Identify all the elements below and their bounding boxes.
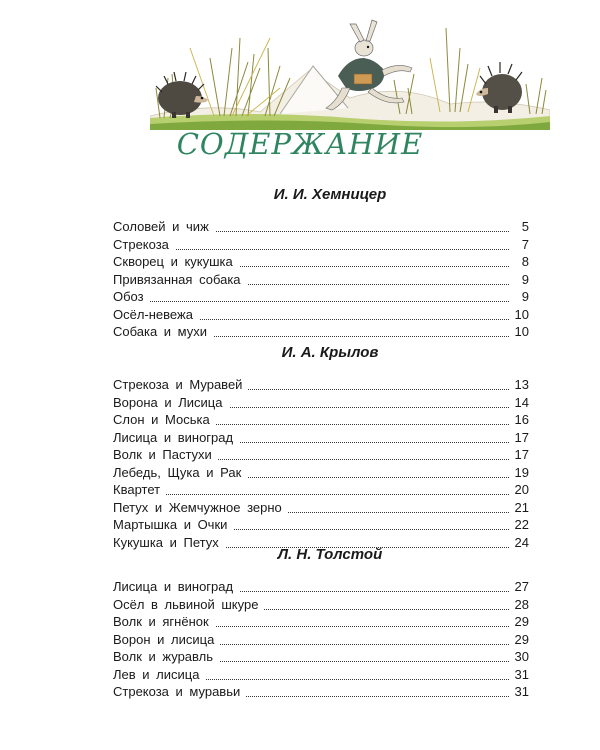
toc-entry[interactable] [0, 446, 600, 464]
toc-entry-title: Лебедь, Щука и Рак [113, 464, 247, 482]
toc-entry-page: 30 [510, 648, 529, 666]
toc-entry[interactable] [0, 323, 600, 341]
toc-entry[interactable] [0, 481, 600, 499]
toc-entry-page: 29 [510, 613, 529, 631]
toc-entry-title: Волк и ягнёнок [113, 613, 215, 631]
toc-section-krylov [0, 343, 600, 551]
toc-entry-page: 9 [510, 288, 529, 306]
toc-entry[interactable] [0, 631, 600, 649]
toc-entry-page: 10 [510, 306, 529, 324]
toc-entry-page: 10 [510, 323, 529, 341]
toc-entry-page: 21 [510, 499, 529, 517]
toc-entry[interactable] [0, 648, 600, 666]
toc-entry-title: Собака и мухи [113, 323, 213, 341]
toc-entry-title: Волк и журавль [113, 648, 219, 666]
toc-entry[interactable] [0, 394, 600, 412]
toc-entry[interactable] [0, 578, 600, 596]
toc-entry[interactable] [0, 464, 600, 482]
toc-entry[interactable] [0, 516, 600, 534]
toc-entry-page: 31 [510, 683, 529, 701]
section-author: И. И. Хемницер [273, 186, 387, 203]
toc-entry[interactable] [0, 666, 600, 684]
dot-leader [113, 481, 513, 495]
toc-entry-page: 7 [510, 236, 529, 254]
toc-entry-title: Кукушка и Петух [113, 534, 225, 552]
toc-entry-title: Ворона и Лисица [113, 394, 229, 412]
toc-entry-title: Слон и Моська [113, 411, 216, 429]
toc-entry-page: 31 [510, 666, 529, 684]
dot-leader [113, 288, 513, 302]
toc-entry-title: Квартет [113, 481, 166, 499]
toc-entry-title: Обоз [113, 288, 150, 306]
toc-entry-page: 17 [510, 446, 529, 464]
toc-list [0, 218, 600, 341]
toc-entry-page: 24 [510, 534, 529, 552]
section-author: Л. Н. Толстой [277, 546, 383, 563]
toc-entry-title: Петух и Жемчужное зерно [113, 499, 288, 517]
toc-entry[interactable] [0, 613, 600, 631]
toc-entry-page: 19 [510, 464, 529, 482]
toc-entry-title: Ворон и лисица [113, 631, 220, 649]
toc-entry-title: Стрекоза и муравьи [113, 683, 246, 701]
toc-entry[interactable] [0, 288, 600, 306]
toc-entry-title: Лев и лисица [113, 666, 205, 684]
toc-entry[interactable] [0, 683, 600, 701]
toc-entry-page: 17 [510, 429, 529, 447]
toc-entry-page: 8 [510, 253, 529, 271]
toc-entry-title: Мартышка и Очки [113, 516, 233, 534]
toc-section-tolstoy [0, 545, 600, 701]
toc-entry-page: 27 [510, 578, 529, 596]
section-author: И. А. Крылов [281, 344, 379, 361]
toc-entry-page: 20 [510, 481, 529, 499]
toc-entry-page: 29 [510, 631, 529, 649]
toc-entry-page: 9 [510, 271, 529, 289]
toc-entry-page: 13 [510, 376, 529, 394]
toc-entry-title: Осёл-невежа [113, 306, 199, 324]
toc-entry[interactable] [0, 253, 600, 271]
toc-entry[interactable] [0, 306, 600, 324]
toc-entry-page: 28 [510, 596, 529, 614]
toc-entry-title: Соловей и чиж [113, 218, 215, 236]
toc-entry-title: Лисица и виноград [113, 429, 239, 447]
toc-entry[interactable] [0, 376, 600, 394]
page-title: СОДЕРЖАНИЕ [176, 127, 424, 161]
toc-section-khemnitser [0, 185, 600, 341]
toc-entry[interactable] [0, 411, 600, 429]
toc-entry-title: Волк и Пастухи [113, 446, 218, 464]
toc-entry-page: 5 [510, 218, 529, 236]
toc-entry-title: Осёл в львиной шкуре [113, 596, 264, 614]
toc-entry[interactable] [0, 429, 600, 447]
toc-entry[interactable] [0, 236, 600, 254]
toc-entry-page: 22 [510, 516, 529, 534]
toc-entry-page: 16 [510, 411, 529, 429]
toc-entry-title: Стрекоза [113, 236, 175, 254]
toc-entry-title: Привязанная собака [113, 271, 247, 289]
toc-entry-title: Скворец и кукушка [113, 253, 239, 271]
toc-entry[interactable] [0, 218, 600, 236]
toc-entry-title: Стрекоза и Муравей [113, 376, 248, 394]
toc-entry[interactable] [0, 499, 600, 517]
toc-list [0, 376, 600, 551]
toc-entry[interactable] [0, 271, 600, 289]
toc-entry-page: 14 [510, 394, 529, 412]
toc-entry-title: Лисица и виноград [113, 578, 239, 596]
toc-entry[interactable] [0, 596, 600, 614]
header-illustration [150, 18, 550, 130]
toc-list [0, 578, 600, 701]
